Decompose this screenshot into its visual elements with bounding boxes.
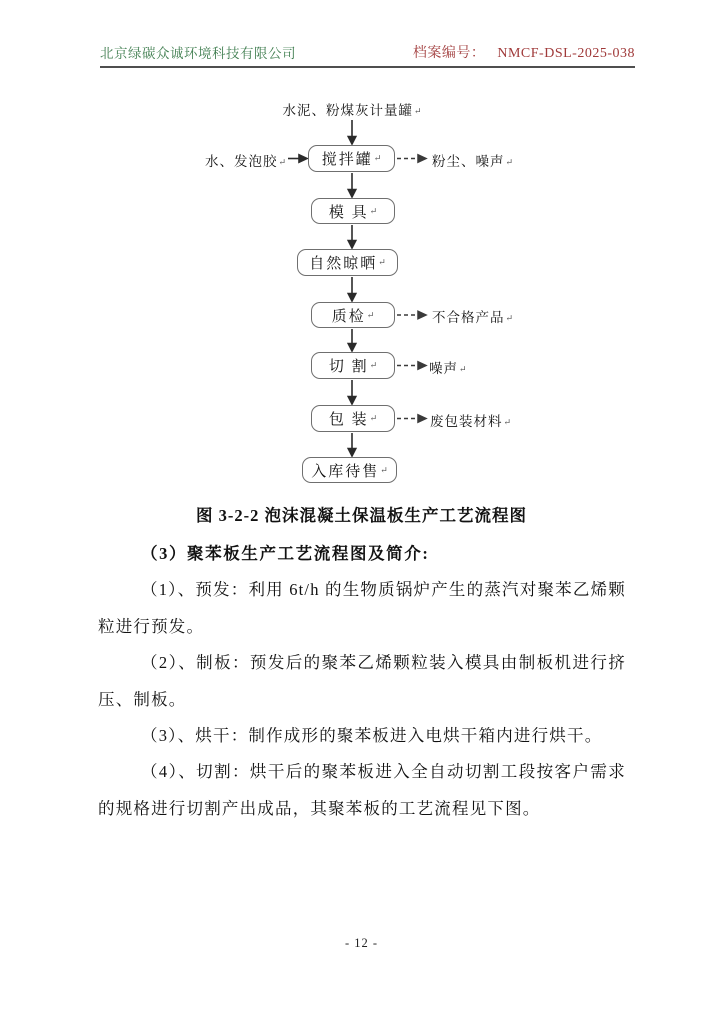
flow-box-natural-drying: 自然晾晒 ↵: [297, 249, 398, 276]
paragraph-2-line-2: 压、制板。: [98, 689, 187, 709]
flow-source-label: 水泥、粉煤灰计量罐↵: [282, 103, 422, 118]
paragraph-3-line-1: （3）、烘干：制作成形的聚苯板进入电烘干箱内进行烘干。: [141, 725, 603, 745]
return-mark: ↵: [366, 309, 375, 320]
page-number: - 12 -: [344, 936, 379, 950]
paragraph-4-line-2: 的规格进行切割产出成品，其聚苯板的工艺流程见下图。: [98, 798, 541, 818]
paragraph-1-line-2: 粒进行预发。: [98, 616, 205, 636]
page-header: [100, 40, 635, 68]
flow-box-cutting: 切 割 ↵: [311, 352, 395, 379]
process-flowchart: [0, 95, 723, 495]
return-mark: ↵: [369, 360, 378, 370]
file-number: [413, 42, 635, 66]
return-mark: ↵: [505, 157, 514, 167]
paragraph-1-line-1: （1）、预发：利用 6t/h 的生物质锅炉产生的蒸汽对聚苯乙烯颗: [141, 580, 626, 600]
return-mark: ↵: [373, 153, 382, 163]
flow-output-rejects: 不合格产品↵: [432, 310, 514, 325]
flow-box-mold: 模 具 ↵: [311, 198, 395, 224]
flow-input-label: 水、发泡胶↵: [204, 154, 286, 169]
return-mark: ↵: [369, 413, 378, 423]
paragraph-4-line-1: （4）、切割：烘干后的聚苯板进入全自动切割工段按客户需求: [141, 762, 626, 782]
flow-box-warehouse: 入库待售 ↵: [302, 457, 397, 483]
flow-output-waste-packaging: 废包装材料↵: [430, 413, 512, 429]
flow-output-noise: 噪声↵: [429, 360, 467, 376]
file-number-label: 档案编号：: [412, 46, 486, 61]
return-mark: ↵: [369, 205, 378, 216]
return-mark: ↵: [503, 416, 512, 427]
return-mark: ↵: [278, 157, 286, 167]
return-mark: ↵: [505, 313, 514, 323]
section-heading: （3）聚苯板生产工艺流程图及简介:: [141, 544, 430, 563]
return-mark: ↵: [413, 106, 422, 116]
flow-box-quality-check: 质检 ↵: [311, 302, 395, 328]
figure-caption: 图 3-2-2 泡沫混凝土保温板生产工艺流程图: [196, 506, 527, 525]
return-mark: ↵: [459, 363, 467, 374]
file-number-value: NMCF-DSL-2025-038: [497, 46, 635, 61]
flow-output-dust-noise: 粉尘、噪声↵: [432, 154, 514, 169]
return-mark: ↵: [380, 464, 388, 475]
return-mark: ↵: [378, 257, 386, 267]
paragraph-2-line-1: （2）、制板：预发后的聚苯乙烯颗粒装入模具由制板机进行挤: [141, 653, 626, 673]
flow-box-packaging: 包 装 ↵: [311, 405, 395, 432]
body-text: [98, 536, 626, 827]
company-name: 北京绿碳众诚环境科技有限公司: [100, 46, 296, 61]
flow-box-mixing-tank: 搅拌罐 ↵: [308, 145, 395, 172]
